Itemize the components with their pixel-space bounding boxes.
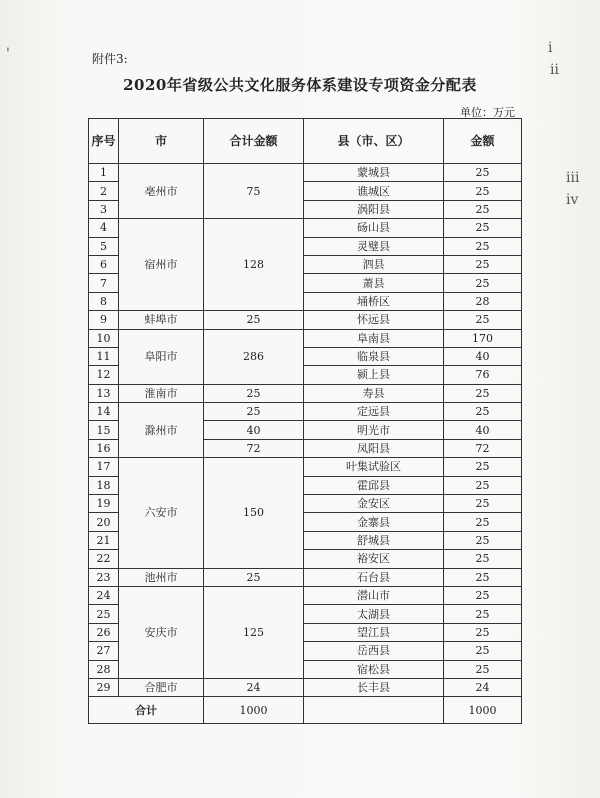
cell-county: 石台县 xyxy=(304,568,444,586)
table-row xyxy=(89,329,522,347)
cell-city: 六安市 xyxy=(119,458,204,568)
cell-city: 合肥市 xyxy=(119,678,204,696)
cell-seq: 28 xyxy=(89,660,119,678)
table-row xyxy=(89,311,522,329)
cell-seq: 1 xyxy=(89,164,119,182)
cell-county: 裕安区 xyxy=(304,550,444,568)
cell-county: 宿松县 xyxy=(304,660,444,678)
cell-amount: 25 xyxy=(444,531,522,549)
cell-county: 涡阳县 xyxy=(304,200,444,218)
cell-amount: 25 xyxy=(444,274,522,292)
cell-total: 25 xyxy=(204,311,304,329)
cell-amount: 40 xyxy=(444,347,522,365)
cell-amount: 25 xyxy=(444,255,522,273)
total-amount: 1000 xyxy=(444,697,522,724)
margin-mark: ⅲ xyxy=(566,170,580,186)
cell-amount: 25 xyxy=(444,495,522,513)
cell-amount: 40 xyxy=(444,421,522,439)
cell-county: 金安区 xyxy=(304,495,444,513)
cell-county: 凤阳县 xyxy=(304,439,444,457)
header-seq: 序号 xyxy=(89,119,119,164)
cell-city: 滁州市 xyxy=(119,403,204,458)
cell-county: 萧县 xyxy=(304,274,444,292)
cell-total: 150 xyxy=(204,458,304,568)
cell-seq: 12 xyxy=(89,366,119,384)
cell-amount: 25 xyxy=(444,586,522,604)
total-sum: 1000 xyxy=(204,697,304,724)
margin-mark: ⅳ xyxy=(566,192,579,208)
cell-amount: 25 xyxy=(444,550,522,568)
cell-county: 颍上县 xyxy=(304,366,444,384)
cell-amount: 25 xyxy=(444,237,522,255)
cell-amount: 25 xyxy=(444,623,522,641)
cell-city: 蚌埠市 xyxy=(119,311,204,329)
total-label: 合计 xyxy=(89,697,204,724)
cell-city: 宿州市 xyxy=(119,219,204,311)
table-row xyxy=(89,586,522,604)
cell-seq: 6 xyxy=(89,255,119,273)
cell-city: 淮南市 xyxy=(119,384,204,402)
cell-county: 金寨县 xyxy=(304,513,444,531)
header-total: 合计金额 xyxy=(204,119,304,164)
cell-county: 灵璧县 xyxy=(304,237,444,255)
cell-amount: 28 xyxy=(444,292,522,310)
header-county: 县（市、区） xyxy=(304,119,444,164)
cell-county: 太湖县 xyxy=(304,605,444,623)
cell-county: 霍邱县 xyxy=(304,476,444,494)
cell-seq: 8 xyxy=(89,292,119,310)
total-county-empty xyxy=(304,697,444,724)
cell-seq: 11 xyxy=(89,347,119,365)
cell-total: 75 xyxy=(204,164,304,219)
cell-total: 286 xyxy=(204,329,304,384)
cell-county: 泗县 xyxy=(304,255,444,273)
cell-seq: 29 xyxy=(89,678,119,696)
cell-amount: 25 xyxy=(444,568,522,586)
cell-seq: 7 xyxy=(89,274,119,292)
cell-amount: 76 xyxy=(444,366,522,384)
margin-mark: ' xyxy=(6,46,10,62)
cell-seq: 25 xyxy=(89,605,119,623)
cell-county: 谯城区 xyxy=(304,182,444,200)
cell-city: 亳州市 xyxy=(119,164,204,219)
cell-total: 25 xyxy=(204,568,304,586)
cell-amount: 25 xyxy=(444,182,522,200)
cell-seq: 22 xyxy=(89,550,119,568)
cell-seq: 20 xyxy=(89,513,119,531)
cell-seq: 9 xyxy=(89,311,119,329)
cell-seq: 24 xyxy=(89,586,119,604)
table-row xyxy=(89,458,522,476)
cell-county: 潜山市 xyxy=(304,586,444,604)
table-row xyxy=(89,403,522,421)
document-title: 2020年省级公共文化服务体系建设专项资金分配表 xyxy=(123,76,477,94)
table-row xyxy=(89,219,522,237)
cell-county: 定远县 xyxy=(304,403,444,421)
cell-seq: 15 xyxy=(89,421,119,439)
cell-seq: 19 xyxy=(89,495,119,513)
cell-total: 25 xyxy=(204,403,304,421)
attachment-label: 附件3: xyxy=(92,52,128,66)
table-total-row xyxy=(89,697,522,724)
cell-total: 25 xyxy=(204,384,304,402)
cell-total: 125 xyxy=(204,586,304,678)
cell-seq: 2 xyxy=(89,182,119,200)
cell-amount: 25 xyxy=(444,476,522,494)
cell-county: 叶集试验区 xyxy=(304,458,444,476)
margin-mark: ⅱ xyxy=(550,62,559,78)
header-amount: 金额 xyxy=(444,119,522,164)
cell-seq: 23 xyxy=(89,568,119,586)
table-row xyxy=(89,678,522,696)
cell-county: 寿县 xyxy=(304,384,444,402)
margin-mark: ⅰ xyxy=(548,40,553,56)
cell-seq: 21 xyxy=(89,531,119,549)
cell-county: 望江县 xyxy=(304,623,444,641)
cell-seq: 4 xyxy=(89,219,119,237)
cell-county: 临泉县 xyxy=(304,347,444,365)
cell-amount: 25 xyxy=(444,384,522,402)
table-row xyxy=(89,164,522,182)
cell-total: 128 xyxy=(204,219,304,311)
table-row xyxy=(89,568,522,586)
cell-seq: 18 xyxy=(89,476,119,494)
table-row xyxy=(89,384,522,402)
cell-seq: 3 xyxy=(89,200,119,218)
cell-city: 阜阳市 xyxy=(119,329,204,384)
cell-seq: 5 xyxy=(89,237,119,255)
cell-amount: 25 xyxy=(444,164,522,182)
cell-total: 24 xyxy=(204,678,304,696)
header-city: 市 xyxy=(119,119,204,164)
cell-amount: 25 xyxy=(444,219,522,237)
cell-amount: 24 xyxy=(444,678,522,696)
cell-county: 埇桥区 xyxy=(304,292,444,310)
cell-seq: 27 xyxy=(89,642,119,660)
cell-county: 阜南县 xyxy=(304,329,444,347)
cell-seq: 13 xyxy=(89,384,119,402)
cell-city: 池州市 xyxy=(119,568,204,586)
cell-seq: 14 xyxy=(89,403,119,421)
unit-label: 单位：万元 xyxy=(460,106,515,119)
cell-total: 40 xyxy=(204,421,304,439)
cell-amount: 25 xyxy=(444,200,522,218)
cell-city: 安庆市 xyxy=(119,586,204,678)
cell-seq: 16 xyxy=(89,439,119,457)
cell-amount: 25 xyxy=(444,660,522,678)
cell-amount: 170 xyxy=(444,329,522,347)
cell-seq: 17 xyxy=(89,458,119,476)
cell-total: 72 xyxy=(204,439,304,457)
allocation-table xyxy=(88,118,522,724)
cell-seq: 26 xyxy=(89,623,119,641)
cell-amount: 25 xyxy=(444,458,522,476)
cell-county: 舒城县 xyxy=(304,531,444,549)
cell-amount: 25 xyxy=(444,513,522,531)
cell-amount: 25 xyxy=(444,311,522,329)
cell-amount: 25 xyxy=(444,605,522,623)
cell-county: 岳西县 xyxy=(304,642,444,660)
cell-amount: 25 xyxy=(444,642,522,660)
cell-county: 明光市 xyxy=(304,421,444,439)
cell-amount: 72 xyxy=(444,439,522,457)
cell-county: 怀远县 xyxy=(304,311,444,329)
table-header-row xyxy=(89,119,522,164)
cell-county: 蒙城县 xyxy=(304,164,444,182)
cell-seq: 10 xyxy=(89,329,119,347)
cell-county: 砀山县 xyxy=(304,219,444,237)
cell-county: 长丰县 xyxy=(304,678,444,696)
cell-amount: 25 xyxy=(444,403,522,421)
